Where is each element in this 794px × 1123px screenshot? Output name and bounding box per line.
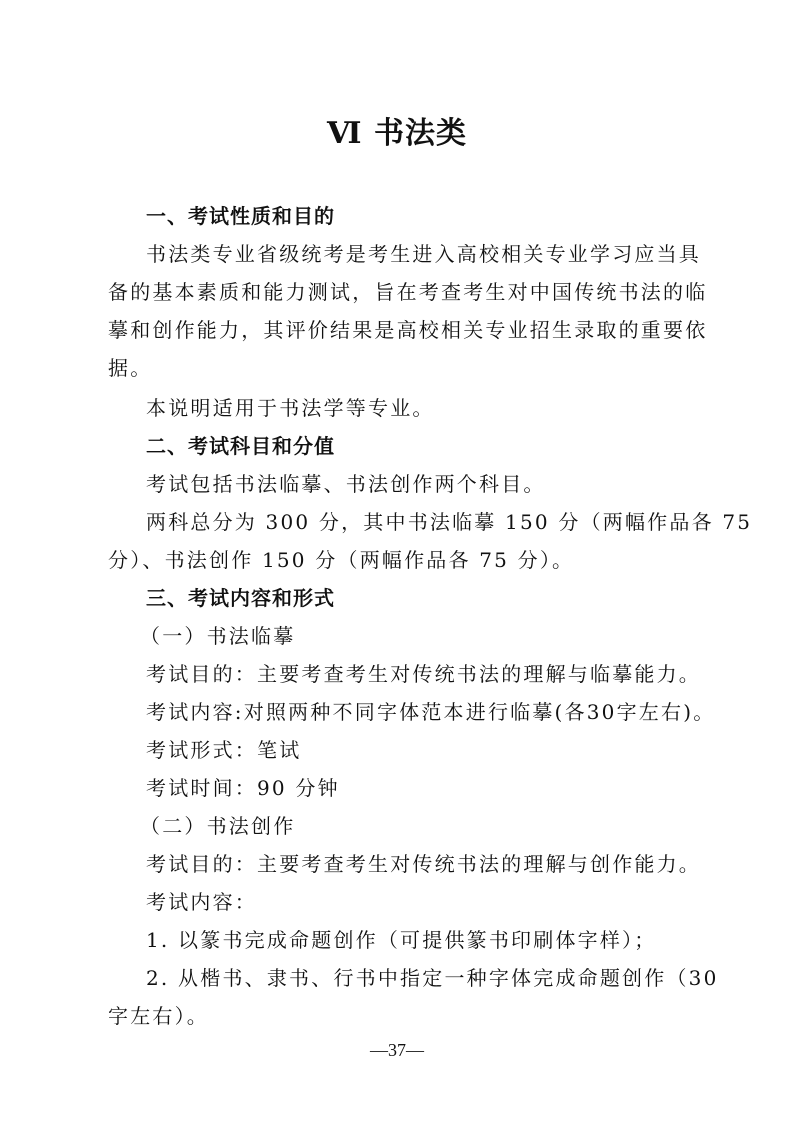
- paragraph-line: 据。: [108, 356, 153, 380]
- paragraph-line: 考试形式：笔试: [146, 738, 302, 762]
- paragraph-line: 考试内容:对照两种不同字体范本进行临摹(各30字左右)。: [146, 700, 716, 724]
- paragraph-line: 考试目的：主要考查考生对传统书法的理解与创作能力。: [146, 852, 701, 876]
- paragraph-line: 分）、书法创作 150 分（两幅作品各 75 分）。: [108, 548, 575, 572]
- paragraph-line: 考试时间：90 分钟: [146, 776, 340, 800]
- page-number: —37—: [370, 1040, 424, 1060]
- paragraph-line: 两科总分为 300 分，其中书法临摹 150 分（两幅作品各 75: [146, 510, 753, 534]
- paragraph-line: 2. 从楷书、隶书、行书中指定一种字体完成命题创作（30: [146, 966, 719, 990]
- page-title: Ⅵ 书法类: [327, 116, 467, 151]
- paragraph-line: 书法类专业省级统考是考生进入高校相关专业学习应当具: [146, 242, 701, 266]
- subsection-heading: （二）书法创作: [140, 814, 296, 838]
- section-heading: 三、考试内容和形式: [146, 586, 335, 610]
- paragraph-line: 考试包括书法临摹、书法创作两个科目。: [146, 472, 546, 496]
- section-heading: 二、考试科目和分值: [146, 434, 335, 458]
- paragraph-line: 考试内容：: [146, 890, 257, 914]
- paragraph-line: 本说明适用于书法学等专业。: [146, 396, 435, 420]
- paragraph-line: 考试目的：主要考查考生对传统书法的理解与临摹能力。: [146, 662, 701, 686]
- paragraph-line: 字左右）。: [108, 1004, 209, 1028]
- section-heading: 一、考试性质和目的: [146, 204, 335, 228]
- subsection-heading: （一）书法临摹: [140, 624, 296, 648]
- paragraph-line: 备的基本素质和能力测试，旨在考查考生对中国传统书法的临: [108, 280, 708, 304]
- paragraph-line: 摹和创作能力，其评价结果是高校相关专业招生录取的重要依: [108, 318, 708, 342]
- paragraph-line: 1. 以篆书完成命题创作（可提供篆书印刷体字样）；: [146, 928, 657, 952]
